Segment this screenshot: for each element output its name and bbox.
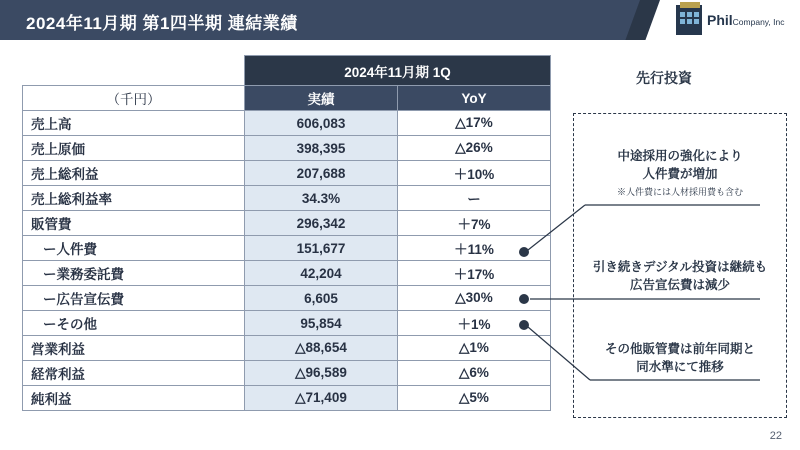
column-header-yoy: YoY	[398, 86, 551, 111]
row-label: 経常利益	[23, 361, 245, 386]
row-yoy-value: ー	[398, 186, 551, 211]
table-row	[23, 311, 551, 336]
row-label: ー業務委託費	[23, 261, 245, 286]
row-actual-value: △96,589	[245, 361, 398, 386]
row-label: 売上原価	[23, 136, 245, 161]
row-label: 営業利益	[23, 336, 245, 361]
row-yoy-value: ＋11%	[398, 236, 551, 261]
table-row	[23, 261, 551, 286]
row-yoy-value: ＋1%	[398, 311, 551, 336]
column-header-actual: 実績	[245, 86, 398, 111]
company-logo	[676, 4, 784, 36]
note1-line1: 中途採用の強化により	[617, 149, 743, 163]
note3-line2: 同水準にて推移	[636, 360, 724, 375]
row-actual-value: 207,688	[245, 161, 398, 186]
row-yoy-value: △5%	[398, 386, 551, 411]
row-actual-value: 95,854	[245, 311, 398, 336]
logo-name: Phil	[707, 12, 733, 28]
table-row	[23, 136, 551, 161]
period-header: 2024年11月期 1Q	[245, 56, 551, 86]
table-row	[23, 211, 551, 236]
table-row	[23, 286, 551, 311]
row-label: 販管費	[23, 211, 245, 236]
table-row	[23, 386, 551, 411]
table-row	[23, 111, 551, 136]
table-row	[23, 161, 551, 186]
note1-line2: 人件費が増加	[642, 167, 718, 182]
row-yoy-value: △17%	[398, 111, 551, 136]
row-actual-value: 296,342	[245, 211, 398, 236]
row-yoy-value: △1%	[398, 336, 551, 361]
row-label: 売上総利益	[23, 161, 245, 186]
row-actual-value: 6,605	[245, 286, 398, 311]
note3-line1: その他販管費は前年同期と	[604, 342, 755, 356]
logo-wordmark	[707, 12, 784, 28]
financial-table	[22, 55, 551, 411]
row-actual-value: 151,677	[245, 236, 398, 261]
row-label: 売上高	[23, 111, 245, 136]
unit-label: （千円）	[23, 86, 245, 111]
logo-suffix: Company, Inc	[732, 17, 785, 27]
table-header-period-row	[23, 56, 551, 86]
table-row	[23, 236, 551, 261]
row-label: 売上総利益率	[23, 186, 245, 211]
logo-building-icon	[676, 5, 702, 35]
annotation-note-3	[580, 340, 780, 376]
row-actual-value: △71,409	[245, 386, 398, 411]
note2-line1: 引き続きデジタル投資は継続も	[592, 260, 768, 274]
page-number: 22	[769, 430, 782, 442]
note2-line2: 広告宣伝費は減少	[629, 278, 730, 293]
note1-footnote: ※人件費には人材採用費も含む	[616, 187, 743, 198]
financial-table-container	[22, 55, 550, 411]
row-yoy-value: △30%	[398, 286, 551, 311]
annotation-note-2	[580, 258, 780, 294]
table-row	[23, 336, 551, 361]
annotations-title: 先行投資	[636, 70, 692, 86]
table-row	[23, 361, 551, 386]
page-title: 2024年11月期 第1四半期 連結業績	[26, 14, 298, 33]
row-yoy-value: △6%	[398, 361, 551, 386]
row-actual-value: 398,395	[245, 136, 398, 161]
row-yoy-value: △26%	[398, 136, 551, 161]
row-actual-value: 42,204	[245, 261, 398, 286]
row-yoy-value: ＋10%	[398, 161, 551, 186]
row-label: 純利益	[23, 386, 245, 411]
row-label: ー人件費	[23, 236, 245, 261]
row-label: ー広告宣伝費	[23, 286, 245, 311]
row-actual-value: 34.3%	[245, 186, 398, 211]
row-actual-value: △88,654	[245, 336, 398, 361]
table-corner-blank	[23, 56, 245, 86]
table-header-column-row	[23, 86, 551, 111]
row-yoy-value: ＋17%	[398, 261, 551, 286]
row-actual-value: 606,083	[245, 111, 398, 136]
row-label: ーその他	[23, 311, 245, 336]
row-yoy-value: ＋7%	[398, 211, 551, 236]
annotation-note-1	[580, 147, 780, 199]
table-row	[23, 186, 551, 211]
